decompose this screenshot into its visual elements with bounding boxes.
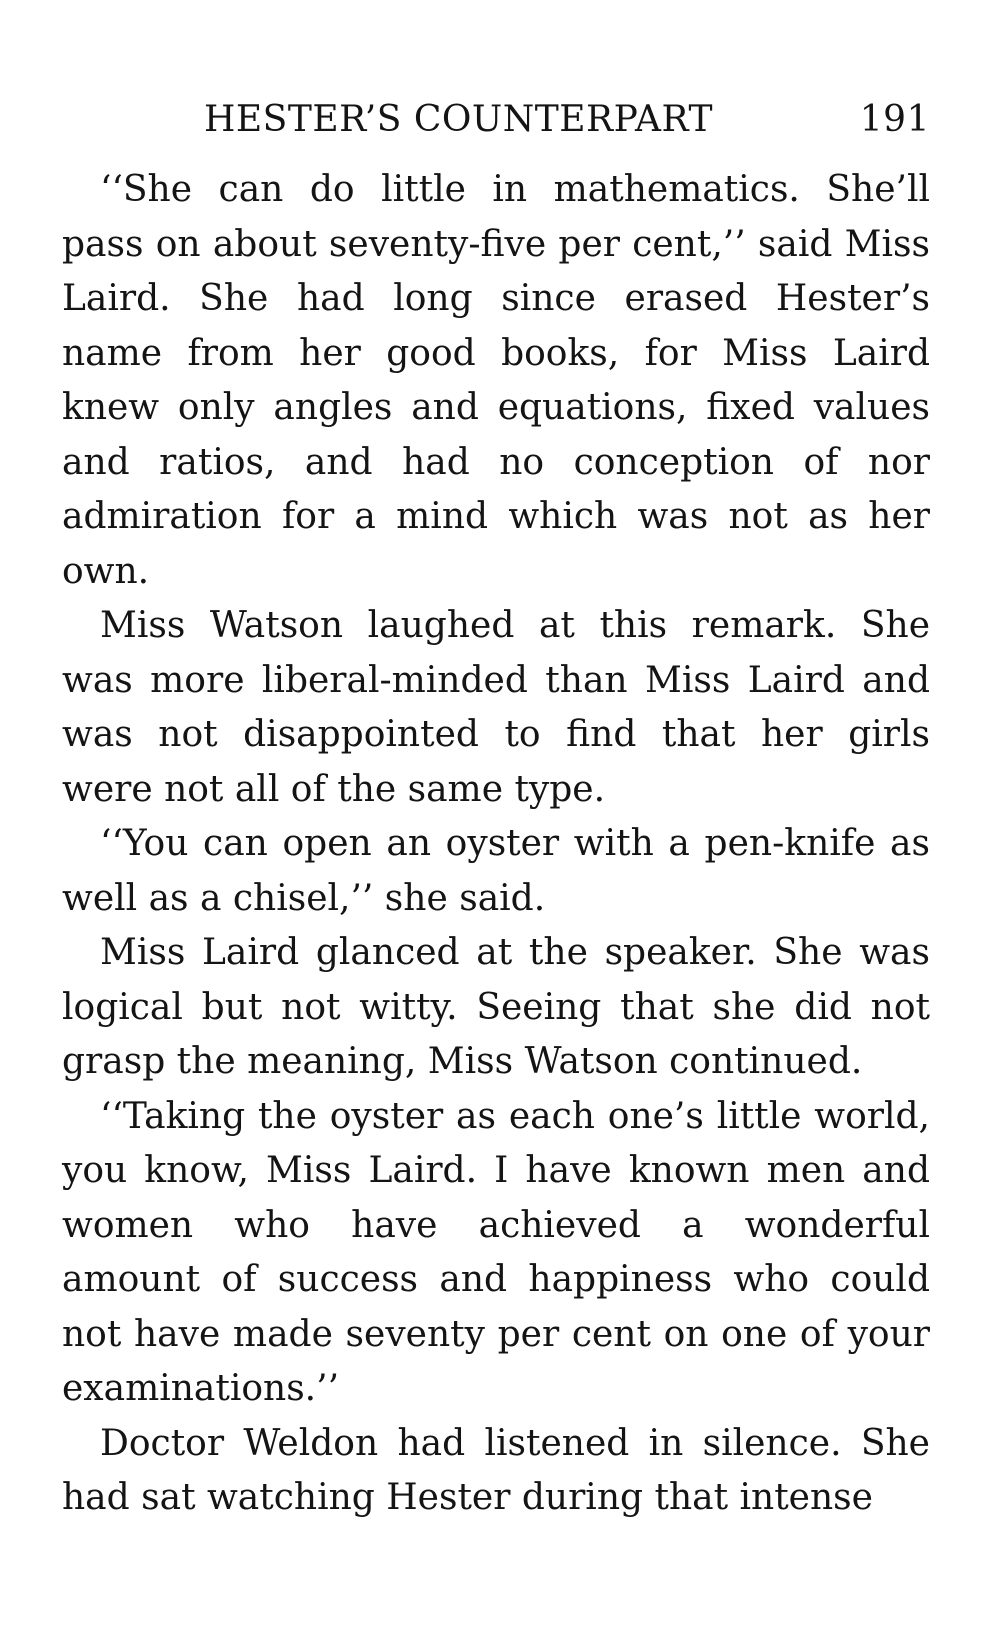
paragraph: Miss Watson laughed at this remark. She was more liberal-minded than Miss Laird and was not disappointed to find that her girls were not all of the same type. <box>62 605 930 810</box>
paragraph: Miss Laird glanced at the speaker. She was logical but not witty. Seeing that she did not grasp the meaning, Miss Watson continued. <box>62 932 930 1082</box>
running-head <box>62 92 930 148</box>
paragraph: ‘‘You can open an oyster with a pen-knife as well as a chisel,’’ she said. <box>62 823 930 919</box>
page-number: 191 <box>859 99 930 140</box>
body-text <box>62 163 930 1526</box>
running-title: HESTER’S COUNTERPART <box>204 99 714 140</box>
paragraph: ‘‘She can do little in mathematics. She’ll pass on about seventy-five per cent,’’ said Miss Laird. She had long since erased Hester’s name from her good books, for Miss Laird knew only angles and equations, fixed values and ratios, and had no conception of nor admiration for a mind which was not as her own. <box>62 169 930 592</box>
paragraph: ‘‘Taking the oyster as each one’s little world, you know, Miss Laird. I have known men and women who have achieved a wonderful amount of success and happiness who could not have made seventy per cent on one of your examinations.’’ <box>62 1095 930 1409</box>
paragraph: Doctor Weldon had listened in silence. She had sat watching Hester during that intense <box>62 1422 930 1518</box>
